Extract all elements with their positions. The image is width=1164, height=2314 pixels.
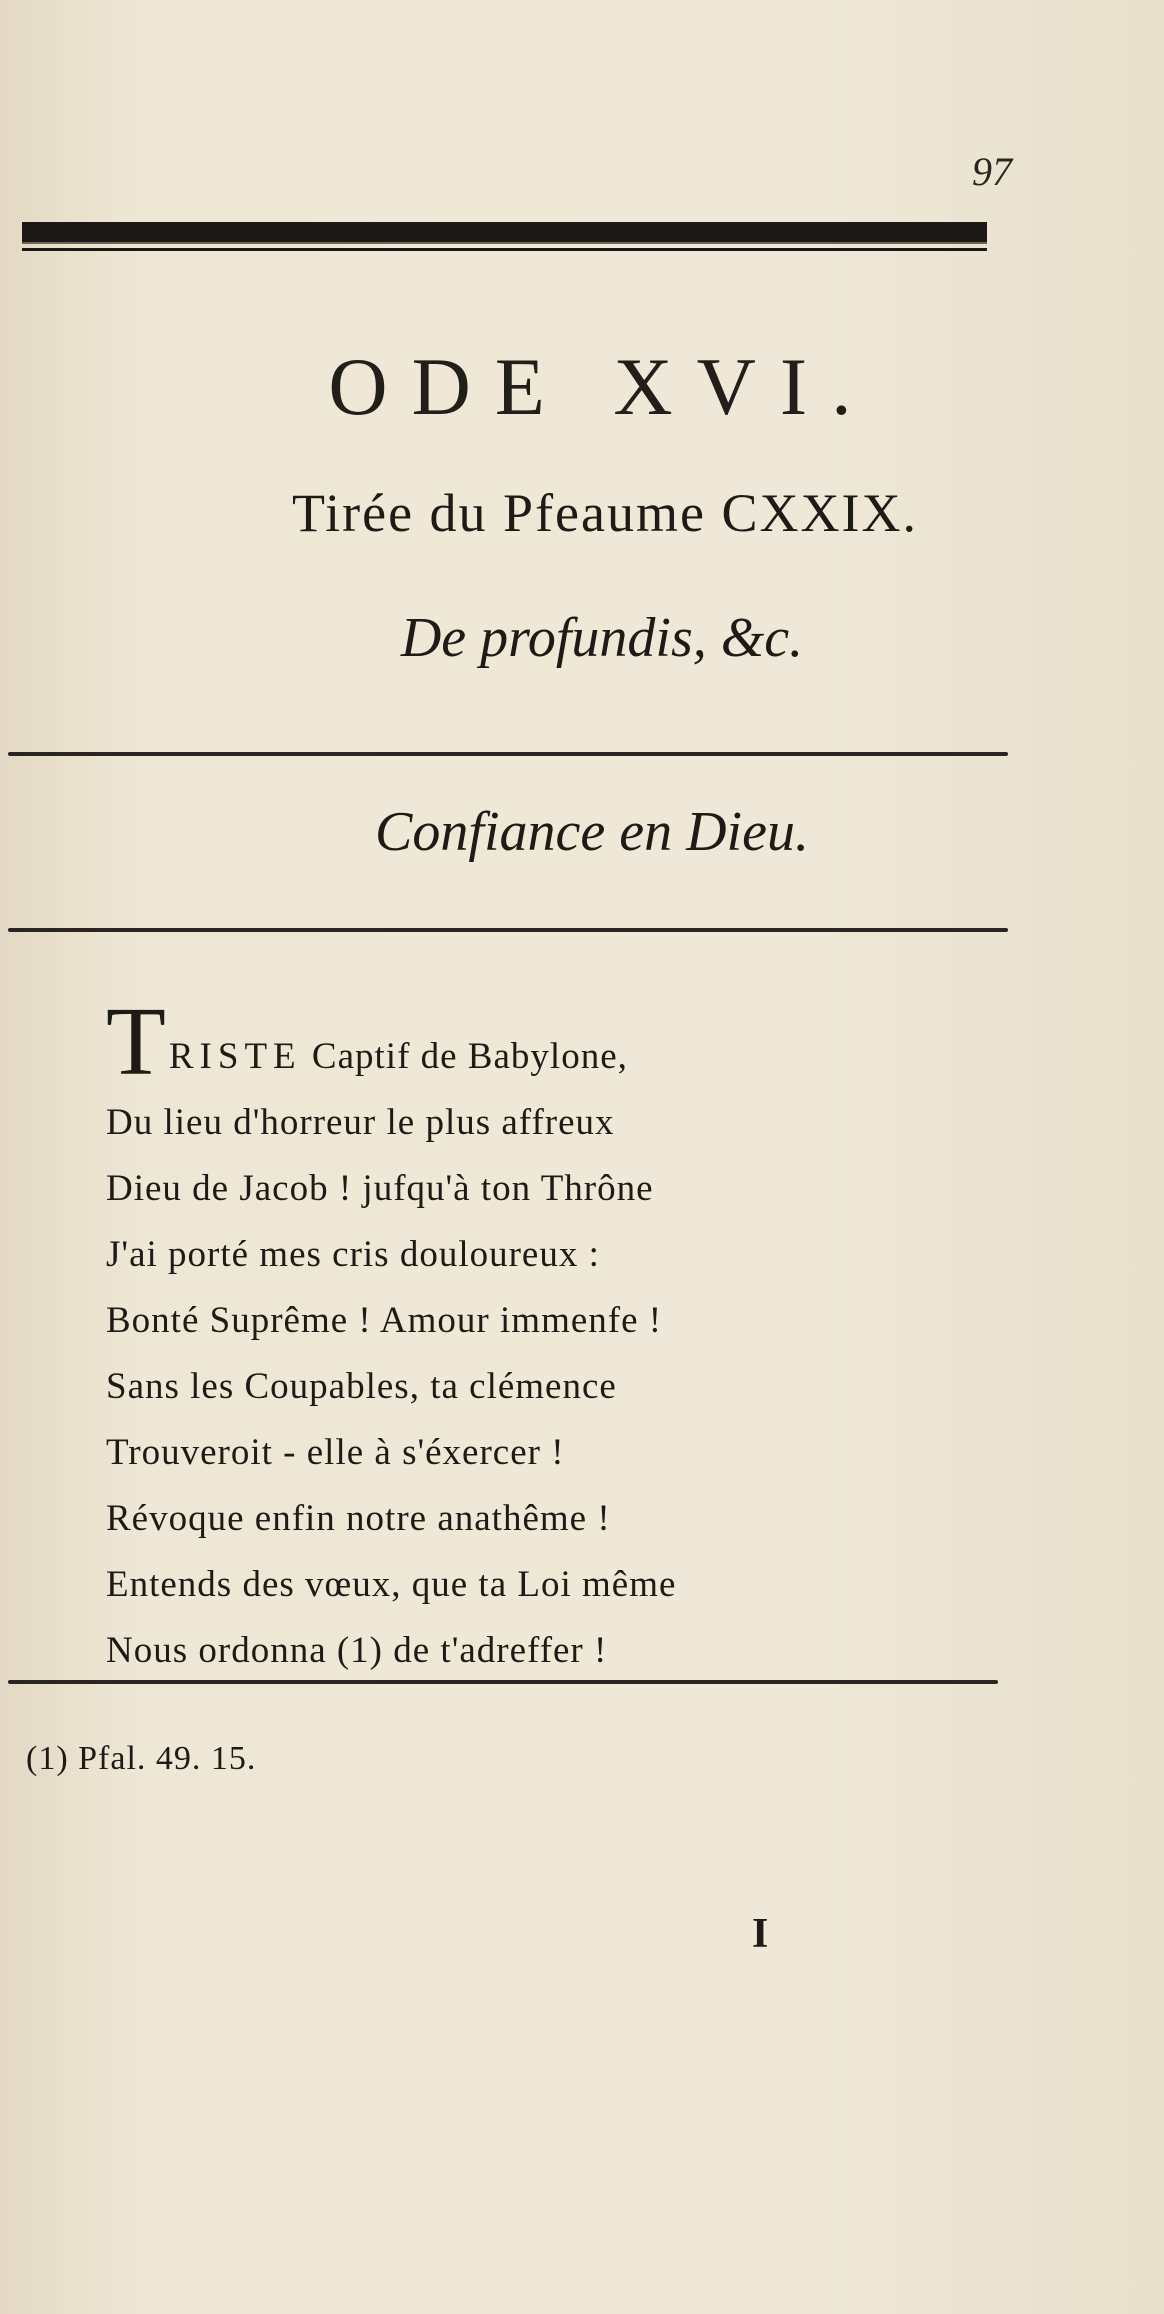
verse-first-word: RISTE bbox=[168, 1036, 302, 1077]
ode-incipit: De profundis, &c. bbox=[400, 607, 804, 669]
verse-line: Sans les Coupables, ta clémence bbox=[106, 1366, 617, 1407]
verse-line: Du lieu d'horreur le plus affreux bbox=[106, 1102, 615, 1143]
divider-rule-middle bbox=[8, 928, 1008, 932]
ode-title: ODE XVI. bbox=[328, 341, 876, 432]
ode-subtitle: Tirée du Pfeaume CXXIX. bbox=[292, 483, 918, 543]
ode-theme: Confiance en Dieu. bbox=[375, 801, 809, 863]
verse-line: Entends des vœux, que ta Loi même bbox=[106, 1564, 677, 1605]
verse-line: Révoque enfin notre anathême ! bbox=[106, 1498, 611, 1539]
footnote: (1) Pfal. 49. 15. bbox=[26, 1740, 257, 1777]
verse-first-line-rest: Captif de Babylone, bbox=[301, 1036, 628, 1077]
page-number: 97 bbox=[972, 149, 1012, 194]
divider-rule-top bbox=[8, 752, 1008, 756]
header-ornamental-rule bbox=[22, 222, 987, 242]
divider-rule-bottom bbox=[8, 1680, 998, 1684]
verse-line: Trouveroit - elle à s'éxercer ! bbox=[106, 1432, 565, 1473]
verse-line bbox=[106, 988, 1006, 1096]
verse-stanza bbox=[106, 988, 1006, 1684]
verse-line: J'ai porté mes cris douloureux : bbox=[106, 1234, 600, 1275]
signature-mark: I bbox=[752, 1911, 769, 1957]
verse-line: Bonté Suprême ! Amour immenfe ! bbox=[106, 1300, 663, 1341]
verse-line: Dieu de Jacob ! jufqu'à ton Thrône bbox=[106, 1168, 654, 1209]
drop-cap: T bbox=[106, 988, 167, 1096]
verse-line: Nous ordonna (1) de t'adreffer ! bbox=[106, 1630, 608, 1671]
